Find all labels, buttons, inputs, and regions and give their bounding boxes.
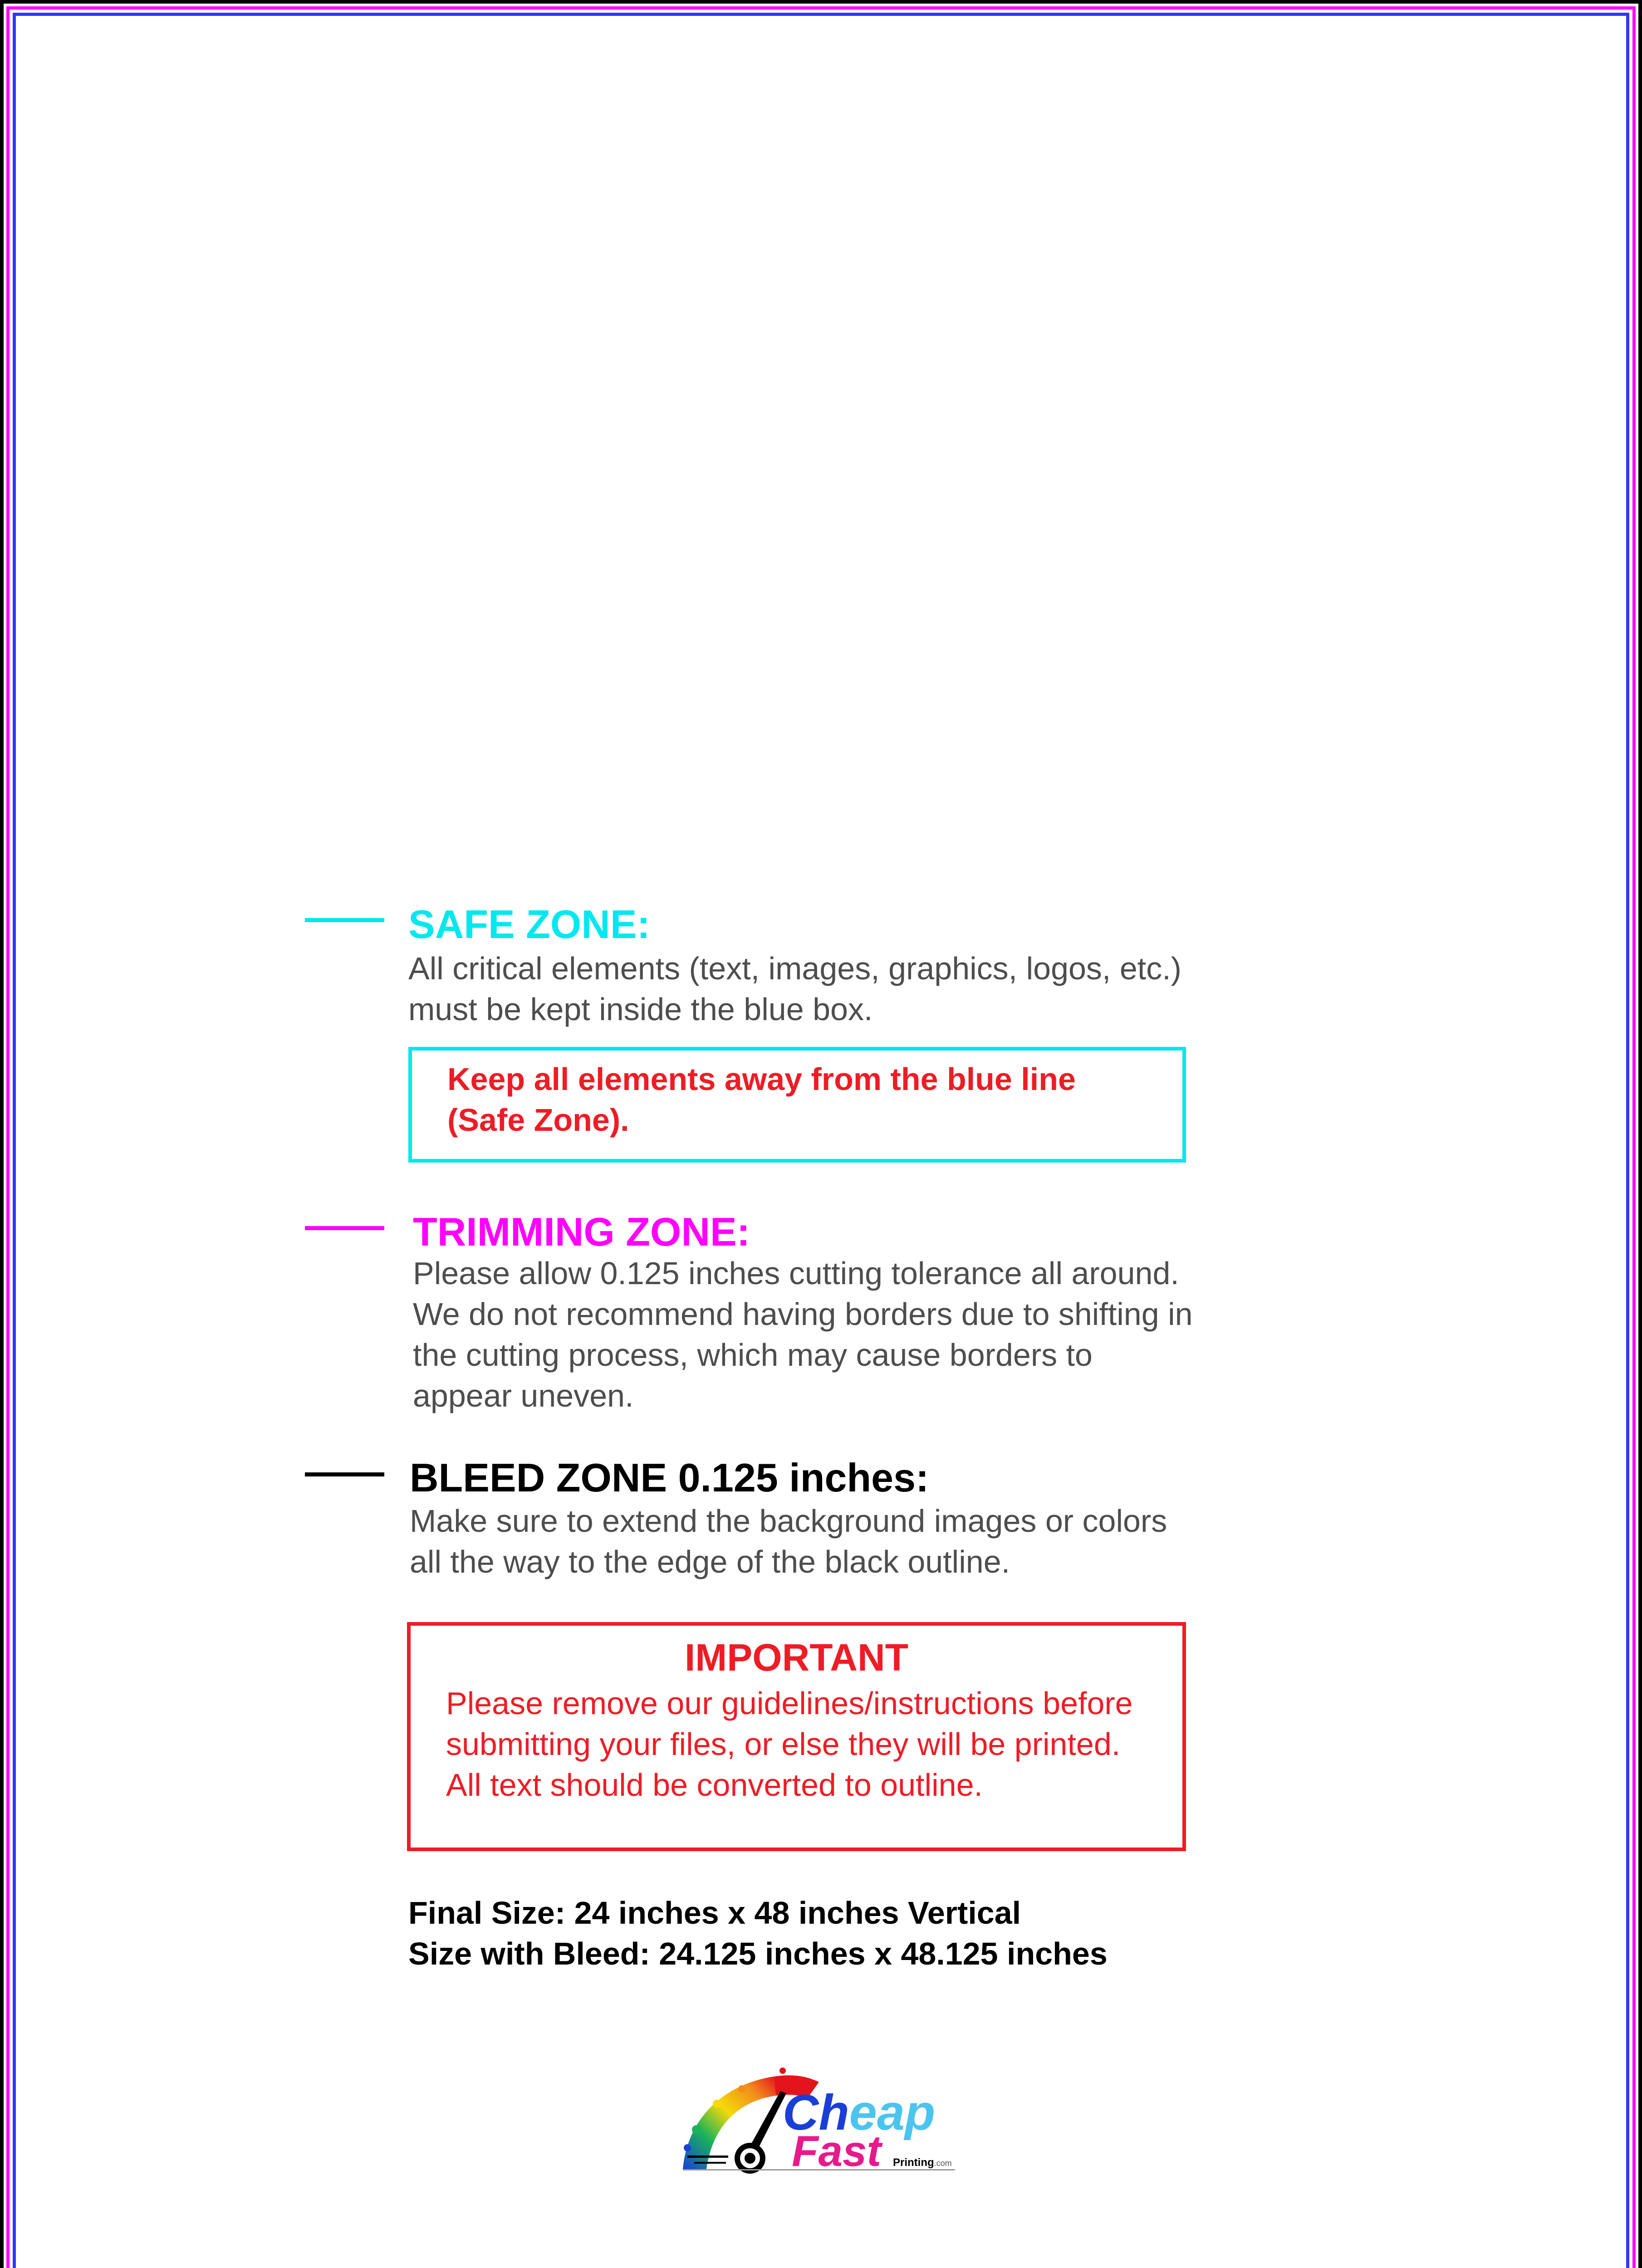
trimming-zone-description-line: the cutting process, which may cause borders to (413, 1337, 1093, 1373)
trimming-zone-description-line: We do not recommend having borders due to shifting in (413, 1296, 1193, 1332)
important-line: Please remove our guidelines/instructions before (446, 1686, 1133, 1721)
safe-zone-warning (447, 1059, 1076, 1140)
bleed-zone-legend-line (305, 1472, 384, 1476)
trimming-zone-heading: TRIMMING ZONE: (413, 1209, 750, 1254)
bleed-size: Size with Bleed: 24.125 inches x 48.125 inches (408, 1936, 1108, 1971)
logo-word-cheap: Cheap (783, 2085, 936, 2141)
cheapfastprinting-logo (669, 2050, 978, 2186)
bleed-zone-description-line: all the way to the edge of the black outline. (410, 1544, 1010, 1579)
logo-word-printing: Printing.com (893, 2156, 952, 2169)
safe-zone-description-line: All critical elements (text, images, graphics, logos, etc.) (408, 951, 1181, 986)
important-body (446, 1683, 1133, 1805)
trimming-zone-legend-line (305, 1226, 384, 1230)
safe-zone-warning-line: (Safe Zone). (447, 1102, 629, 1138)
safe-zone-warning-line: Keep all elements away from the blue line (447, 1061, 1076, 1097)
bleed-zone-heading: BLEED ZONE 0.125 inches: (410, 1455, 929, 1500)
size-info (408, 1892, 1108, 1974)
important-line: All text should be converted to outline. (446, 1767, 983, 1803)
important-title: IMPORTANT (684, 1636, 909, 1679)
important-line: submitting your files, or else they will be printed. (446, 1726, 1121, 1762)
safe-zone-description (408, 948, 1181, 1030)
safe-zone-description-line: must be kept inside the blue box. (408, 992, 873, 1027)
bleed-zone-description (410, 1501, 1167, 1582)
important-box (407, 1622, 1186, 1851)
trimming-zone-description-line: Please allow 0.125 inches cutting tolerance all around. (413, 1256, 1179, 1291)
trimming-zone-description-line: appear uneven. (413, 1378, 634, 1413)
logo-word-fast: Fast (792, 2127, 882, 2175)
trimming-zone-description (413, 1253, 1193, 1416)
bleed-zone-description-line: Make sure to extend the background images or colors (410, 1503, 1167, 1539)
safe-zone-legend-line (305, 918, 384, 922)
safe-zone-box (408, 1047, 1186, 1163)
safe-zone-heading: SAFE ZONE: (408, 902, 650, 947)
final-size: Final Size: 24 inches x 48 inches Vertical (408, 1895, 1021, 1931)
